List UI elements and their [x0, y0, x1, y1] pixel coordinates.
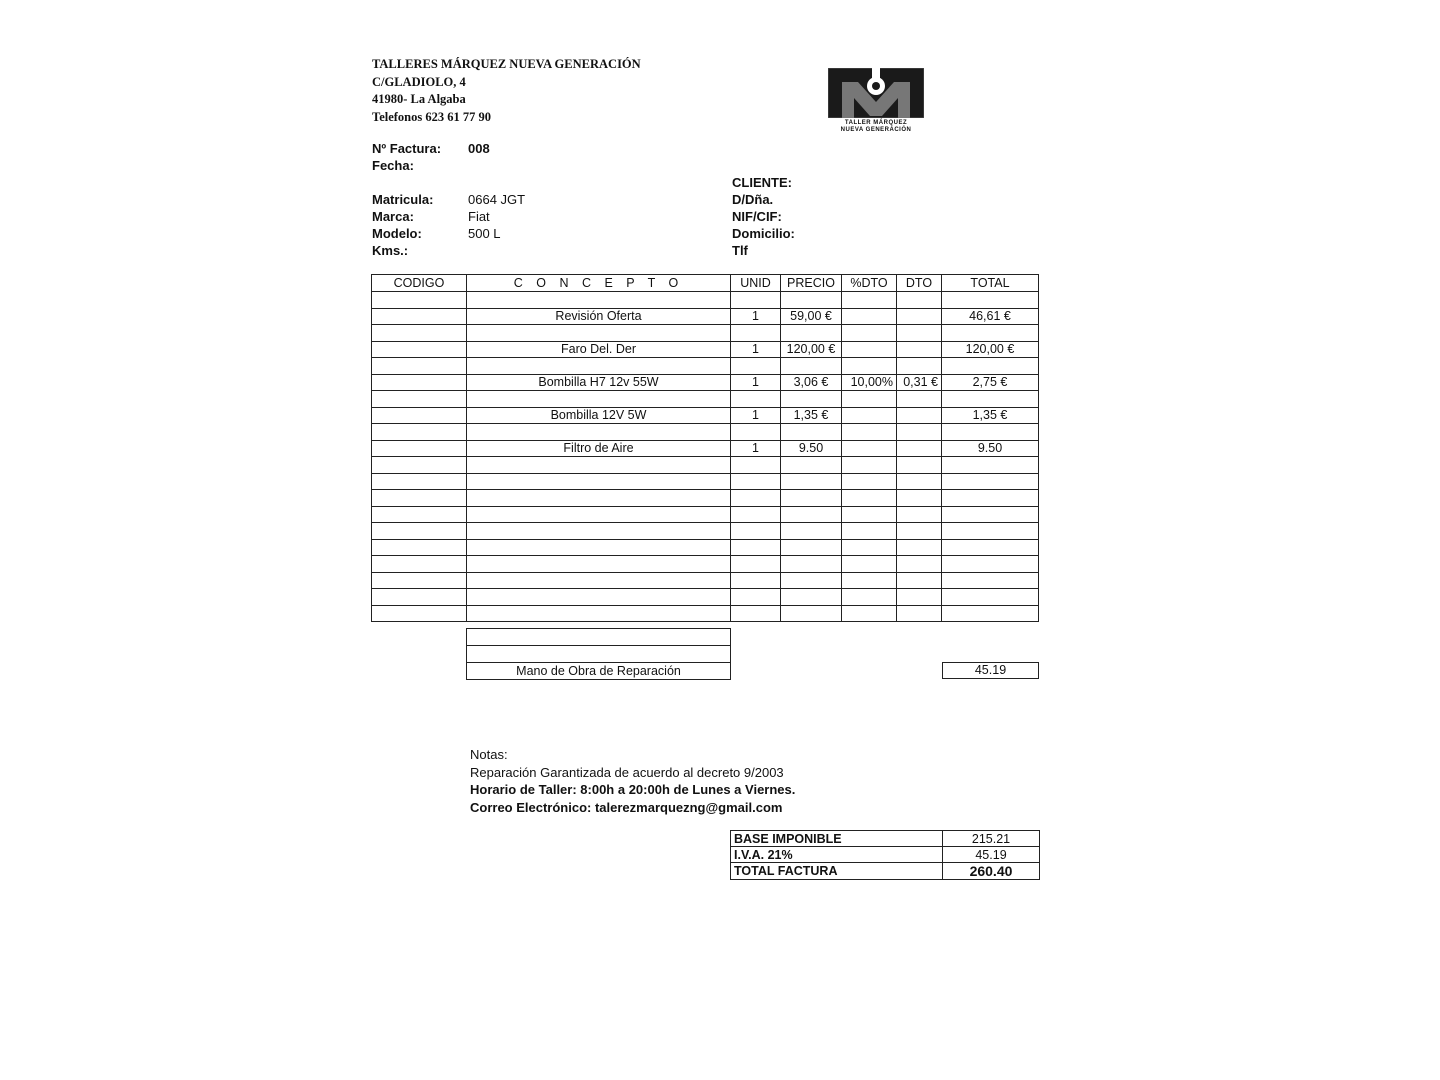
- cell-precio: 59,00 €: [781, 308, 842, 325]
- cell-codigo: [372, 473, 467, 490]
- table-row-empty: [372, 292, 1039, 309]
- cell-total: [942, 473, 1039, 490]
- cell-total: [942, 605, 1039, 622]
- kms-label: Kms.:: [372, 243, 409, 258]
- cell-precio: [781, 506, 842, 523]
- cell-precio: [781, 556, 842, 573]
- cell-dto: [897, 391, 942, 408]
- cell-unid: 1: [731, 407, 781, 424]
- base-label: BASE IMPONIBLE: [731, 831, 943, 847]
- cell-total: [942, 292, 1039, 309]
- cell-pct-dto: [842, 358, 897, 375]
- cell-unid: [731, 473, 781, 490]
- logo-line2: NUEVA GENERACIÓN: [840, 127, 912, 133]
- cell-unid: [731, 589, 781, 606]
- cell-pct-dto: [842, 325, 897, 342]
- table-row: [372, 308, 1039, 325]
- cell-precio: [781, 292, 842, 309]
- cell-dto: [897, 424, 942, 441]
- cell-concepto: [467, 292, 731, 309]
- cell-codigo: [372, 292, 467, 309]
- cell-precio: [781, 605, 842, 622]
- cell-precio: [781, 589, 842, 606]
- company-header: [372, 56, 641, 126]
- cell-dto: [897, 605, 942, 622]
- logo-line1: TALLER MÁRQUEZ: [844, 120, 908, 126]
- invoice-date-label: Fecha:: [372, 158, 414, 173]
- header-pct-dto: %DTO: [842, 275, 897, 292]
- labour-spacer-row: [466, 628, 731, 646]
- cell-unid: [731, 539, 781, 556]
- cell-unid: 1: [731, 440, 781, 457]
- table-row-empty: [372, 539, 1039, 556]
- plate-value: 0664 JGT: [468, 192, 526, 207]
- notes-section: [470, 746, 795, 816]
- cell-concepto: [467, 523, 731, 540]
- cell-pct-dto: [842, 605, 897, 622]
- table-row: [372, 407, 1039, 424]
- table-row-empty: [372, 473, 1039, 490]
- header-unid: UNID: [731, 275, 781, 292]
- cell-pct-dto: [842, 473, 897, 490]
- cell-total: [942, 391, 1039, 408]
- table-row-empty: [372, 572, 1039, 589]
- cell-pct-dto: 10,00%: [842, 374, 897, 391]
- table-row-empty: [372, 589, 1039, 606]
- cell-total: [942, 572, 1039, 589]
- cell-codigo: [372, 457, 467, 474]
- company-phone: Telefonos 623 61 77 90: [372, 109, 491, 124]
- cell-unid: 1: [731, 374, 781, 391]
- cell-precio: [781, 490, 842, 507]
- cell-unid: [731, 556, 781, 573]
- cell-precio: [781, 539, 842, 556]
- table-row-empty: [372, 358, 1039, 375]
- cell-dto: [897, 341, 942, 358]
- cell-concepto: [467, 424, 731, 441]
- table-row-empty: [372, 490, 1039, 507]
- total-label: TOTAL FACTURA: [731, 863, 943, 880]
- table-row-empty: [372, 391, 1039, 408]
- cell-total: 2,75 €: [942, 374, 1039, 391]
- cell-total: [942, 556, 1039, 573]
- cell-dto: [897, 407, 942, 424]
- table-row: [372, 440, 1039, 457]
- cell-codigo: [372, 325, 467, 342]
- cell-precio: [781, 325, 842, 342]
- cell-unid: [731, 506, 781, 523]
- cell-precio: [781, 358, 842, 375]
- cell-unid: [731, 457, 781, 474]
- cell-total: [942, 325, 1039, 342]
- cell-total: 46,61 €: [942, 308, 1039, 325]
- cell-dto: 0,31 €: [897, 374, 942, 391]
- cell-pct-dto: [842, 292, 897, 309]
- cell-precio: [781, 424, 842, 441]
- cell-pct-dto: [842, 539, 897, 556]
- header-total: TOTAL: [942, 275, 1039, 292]
- table-row-empty: [372, 523, 1039, 540]
- company-logo: [820, 66, 932, 136]
- invoice-number-label: Nº Factura:: [372, 141, 442, 156]
- client-name-label: D/Dña.: [732, 192, 774, 207]
- table-row-empty: [372, 424, 1039, 441]
- client-address-label: Domicilio:: [732, 226, 795, 241]
- cell-dto: [897, 325, 942, 342]
- cell-dto: [897, 292, 942, 309]
- cell-total: [942, 490, 1039, 507]
- cell-dto: [897, 539, 942, 556]
- cell-codigo: [372, 407, 467, 424]
- table-row-empty: [372, 457, 1039, 474]
- invoice-number: 008: [468, 141, 490, 156]
- cell-total: [942, 358, 1039, 375]
- cell-unid: [731, 391, 781, 408]
- cell-concepto: Bombilla 12V 5W: [467, 407, 731, 424]
- cell-concepto: [467, 457, 731, 474]
- cell-dto: [897, 490, 942, 507]
- cell-dto: [897, 506, 942, 523]
- cell-pct-dto: [842, 506, 897, 523]
- cell-codigo: [372, 358, 467, 375]
- cell-pct-dto: [842, 407, 897, 424]
- plate-label: Matricula:: [372, 192, 434, 207]
- client-title: CLIENTE:: [732, 175, 792, 190]
- cell-codigo: [372, 556, 467, 573]
- cell-codigo: [372, 341, 467, 358]
- cell-codigo: [372, 424, 467, 441]
- header-precio: PRECIO: [781, 275, 842, 292]
- cell-concepto: [467, 391, 731, 408]
- cell-codigo: [372, 308, 467, 325]
- iva-row: [731, 847, 1040, 863]
- base-value: 215.21: [943, 831, 1040, 847]
- cell-dto: [897, 457, 942, 474]
- cell-pct-dto: [842, 440, 897, 457]
- cell-codigo: [372, 539, 467, 556]
- cell-concepto: [467, 490, 731, 507]
- cell-precio: [781, 391, 842, 408]
- cell-unid: [731, 325, 781, 342]
- cell-unid: [731, 523, 781, 540]
- cell-precio: [781, 572, 842, 589]
- table-row: [372, 374, 1039, 391]
- table-row: [372, 341, 1039, 358]
- cell-unid: [731, 292, 781, 309]
- cell-pct-dto: [842, 457, 897, 474]
- cell-unid: [731, 605, 781, 622]
- base-row: [731, 831, 1040, 847]
- total-row: [731, 863, 1040, 880]
- cell-precio: [781, 473, 842, 490]
- cell-concepto: [467, 506, 731, 523]
- cell-precio: 9.50: [781, 440, 842, 457]
- cell-total: [942, 506, 1039, 523]
- brand-label: Marca:: [372, 209, 414, 224]
- cell-precio: [781, 457, 842, 474]
- cell-precio: 3,06 €: [781, 374, 842, 391]
- cell-codigo: [372, 572, 467, 589]
- cell-precio: 120,00 €: [781, 341, 842, 358]
- cell-concepto: [467, 572, 731, 589]
- model-value: 500 L: [468, 226, 501, 241]
- wrench-m-logo-icon: [828, 68, 924, 118]
- cell-total: [942, 589, 1039, 606]
- labour-value: 45.19: [942, 662, 1039, 679]
- cell-concepto: [467, 539, 731, 556]
- notes-email: Correo Electrónico: talerezmarquezng@gmail.com: [470, 799, 783, 815]
- notes-title: Notas:: [470, 747, 508, 762]
- cell-pct-dto: [842, 490, 897, 507]
- cell-dto: [897, 440, 942, 457]
- cell-concepto: [467, 589, 731, 606]
- cell-codigo: [372, 374, 467, 391]
- cell-concepto: Filtro de Aire: [467, 440, 731, 457]
- header-codigo: CODIGO: [372, 275, 467, 292]
- cell-total: [942, 424, 1039, 441]
- table-row-empty: [372, 325, 1039, 342]
- cell-unid: [731, 490, 781, 507]
- cell-pct-dto: [842, 308, 897, 325]
- cell-codigo: [372, 605, 467, 622]
- cell-codigo: [372, 523, 467, 540]
- cell-concepto: Faro Del. Der: [467, 341, 731, 358]
- cell-codigo: [372, 490, 467, 507]
- company-address: C/GLADIOLO, 4: [372, 74, 466, 89]
- cell-dto: [897, 308, 942, 325]
- header-concepto: C O N C E P T O: [467, 275, 731, 292]
- cell-concepto: [467, 473, 731, 490]
- table-row-empty: [372, 556, 1039, 573]
- client-nif-label: NIF/CIF:: [732, 209, 782, 224]
- cell-pct-dto: [842, 391, 897, 408]
- cell-pct-dto: [842, 572, 897, 589]
- cell-concepto: [467, 358, 731, 375]
- cell-total: 9.50: [942, 440, 1039, 457]
- totals-table: [730, 830, 1040, 880]
- cell-dto: [897, 589, 942, 606]
- table-row-empty: [372, 506, 1039, 523]
- model-label: Modelo:: [372, 226, 422, 241]
- cell-codigo: [372, 391, 467, 408]
- table-header-row: [372, 275, 1039, 292]
- cell-unid: [731, 358, 781, 375]
- total-value: 260.40: [943, 863, 1040, 880]
- cell-unid: 1: [731, 308, 781, 325]
- cell-unid: [731, 572, 781, 589]
- iva-value: 45.19: [943, 847, 1040, 863]
- items-table: [371, 274, 1039, 622]
- cell-concepto: Bombilla H7 12v 55W: [467, 374, 731, 391]
- cell-pct-dto: [842, 523, 897, 540]
- cell-dto: [897, 358, 942, 375]
- cell-dto: [897, 556, 942, 573]
- notes-schedule: Horario de Taller: 8:00h a 20:00h de Lunes a Viernes.: [470, 782, 796, 797]
- cell-unid: 1: [731, 341, 781, 358]
- cell-pct-dto: [842, 556, 897, 573]
- cell-dto: [897, 572, 942, 589]
- table-row-empty: [372, 605, 1039, 622]
- labour-spacer-row: [466, 645, 731, 663]
- company-name: TALLERES MÁRQUEZ NUEVA GENERACIÓN: [372, 57, 641, 71]
- cell-concepto: [467, 605, 731, 622]
- cell-total: 1,35 €: [942, 407, 1039, 424]
- cell-codigo: [372, 506, 467, 523]
- notes-guarantee: Reparación Garantizada de acuerdo al decreto 9/2003: [470, 764, 784, 780]
- cell-pct-dto: [842, 341, 897, 358]
- cell-dto: [897, 473, 942, 490]
- cell-unid: [731, 424, 781, 441]
- cell-dto: [897, 523, 942, 540]
- cell-codigo: [372, 589, 467, 606]
- cell-total: [942, 457, 1039, 474]
- cell-pct-dto: [842, 589, 897, 606]
- cell-total: [942, 523, 1039, 540]
- cell-codigo: [372, 440, 467, 457]
- cell-precio: [781, 523, 842, 540]
- cell-concepto: [467, 325, 731, 342]
- cell-total: [942, 539, 1039, 556]
- header-dto: DTO: [897, 275, 942, 292]
- cell-pct-dto: [842, 424, 897, 441]
- iva-label: I.V.A. 21%: [731, 847, 943, 863]
- cell-total: 120,00 €: [942, 341, 1039, 358]
- cell-concepto: Revisión Oferta: [467, 308, 731, 325]
- brand-value: Fiat: [468, 209, 490, 224]
- company-city: 41980- La Algaba: [372, 92, 466, 106]
- labour-label: Mano de Obra de Reparación: [466, 662, 731, 680]
- cell-precio: 1,35 €: [781, 407, 842, 424]
- client-phone-label: Tlf: [732, 243, 748, 258]
- cell-concepto: [467, 556, 731, 573]
